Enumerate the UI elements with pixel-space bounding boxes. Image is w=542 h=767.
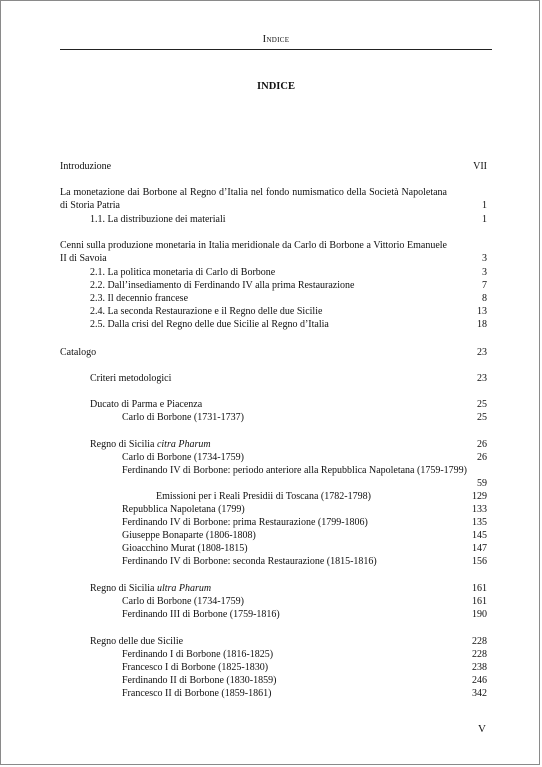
toc-entry-text: Regno di Sicilia ultra Pharum [90,583,212,594]
toc-entry-text: 1.1. La distribuzione dei materiali [90,214,226,225]
toc-entry-ferdinando-iv-anteriore[interactable] [122,464,487,489]
toc-entry-text: Cenni sulla produzione monetaria in Italia meridionale da Carlo di Borbone a Vittorio Emanuele II di Savoia [60,240,447,264]
toc-entry-page: 228 [472,649,487,660]
toc-entry-2-5[interactable] [90,318,487,331]
toc-entry-text: Introduzione [60,161,112,172]
toc-entry-text: Ferdinando IV di Borbone: seconda Restaurazione (1815-1816) [122,556,377,567]
toc-entry-page: 161 [472,596,487,607]
toc-entry-page: 23 [477,347,487,358]
toc-entry-carlo-citra[interactable] [122,451,487,464]
toc-entry-text: Ferdinando III di Borbone (1759-1816) [122,609,280,620]
toc-entry-chapter-2[interactable] [60,239,487,265]
toc-entry-page: 3 [482,267,487,278]
toc-entry-text: Ferdinando I di Borbone (1816-1825) [122,649,274,660]
toc-entry-text: 2.1. La politica monetaria di Carlo di Borbone [90,267,276,278]
page-number: V [478,723,486,735]
toc-entry-text: Gioacchino Murat (1808-1815) [122,543,248,554]
toc-entry-page: 8 [482,293,487,304]
toc-entry-ferdinando-ii[interactable] [122,674,487,687]
toc-entry-text: Regno delle due Sicilie [90,636,184,647]
toc-entry-text: La monetazione dai Borbone al Regno d’Italia nel fondo numismatico della Società Napoletana di Storia Patria [60,187,447,211]
toc-entry-text: Emissioni per i Reali Presidii di Toscana (1782-1798) [156,491,371,502]
toc-entry-introduzione[interactable] [60,160,487,173]
toc-entry-page: 59 [477,478,487,489]
toc-entry-text: Francesco I di Borbone (1825-1830) [122,662,269,673]
toc-entry-text: Ferdinando II di Borbone (1830-1859) [122,675,277,686]
toc-entry-text: 2.2. Dall’insediamento di Ferdinando IV alla prima Restaurazione [90,280,355,291]
toc-entry-2-3[interactable] [90,292,487,305]
toc-entry-page: 228 [472,636,487,647]
toc-entry-page: 147 [472,543,487,554]
toc-entry-page: 238 [472,662,487,673]
toc-entry-page: 133 [472,504,487,515]
toc-entry-page: 246 [472,675,487,686]
toc-entry-1-1[interactable] [90,213,487,226]
toc-entry-carlo-ultra[interactable] [122,595,487,608]
toc-entry-ferdinando-i[interactable] [122,648,487,661]
toc-entry-ferdinando-iv-prima[interactable] [122,516,487,529]
toc-entry-page: 18 [477,319,487,330]
toc-entry-2-2[interactable] [90,279,487,292]
toc-entry-giuseppe[interactable] [122,529,487,542]
running-head: Indice [262,34,290,45]
toc-entry-presidii[interactable] [156,490,487,503]
toc-entry-page: 145 [472,530,487,541]
toc-entry-text: 2.5. Dalla crisi del Regno delle due Sicilie al Regno d’Italia [90,319,329,330]
toc-entry-repubblica[interactable] [122,503,487,516]
toc-entry-page: 3 [482,253,487,264]
toc-entry-murat[interactable] [122,542,487,555]
toc-entry-page: 26 [477,439,487,450]
toc-entry-2-4[interactable] [90,305,487,318]
toc-entry-criteri[interactable] [90,372,487,385]
toc-entry-ultra-pharum[interactable] [90,582,487,595]
toc-entry-2-1[interactable] [90,266,487,279]
toc-entry-text: 2.3. Il decennio francese [90,293,189,304]
toc-entry-text: Regno di Sicilia citra Pharum [90,439,211,450]
toc-entry-text: Carlo di Borbone (1731-1737) [122,412,244,423]
toc-entry-page: 13 [477,306,487,317]
toc-entry-page: 190 [472,609,487,620]
toc-entry-text: Repubblica Napoletana (1799) [122,504,245,515]
toc-entry-page: 156 [472,556,487,567]
toc-entry-page: 25 [477,399,487,410]
toc-entry-text: Ferdinando IV di Borbone: periodo anteriore alla Repubblica Napoletana (1759-1799) [122,465,467,476]
toc-entry-page: 7 [482,280,487,291]
toc-entry-page: VII [473,161,487,172]
toc-entry-page: 342 [472,688,487,699]
toc-entry-text: Francesco II di Borbone (1859-1861) [122,688,272,699]
toc-entry-due-sicilie[interactable] [90,635,487,648]
toc-entry-text: Catalogo [60,347,97,358]
toc-entry-text: Criteri metodologici [90,373,172,384]
toc-entry-text: Giuseppe Bonaparte (1806-1808) [122,530,256,541]
toc-entry-text: Carlo di Borbone (1734-1759) [122,596,244,607]
toc-entry-text: Ferdinando IV di Borbone: prima Restaurazione (1799-1806) [122,517,368,528]
toc-entry-text: Ducato di Parma e Piacenza [90,399,203,410]
toc-entry-page: 161 [472,583,487,594]
toc-entry-citra-pharum[interactable] [90,438,487,451]
toc-entry-ducato-parma[interactable] [90,398,487,411]
header-rule [60,49,492,50]
toc-entry-carlo-parma[interactable] [122,411,487,424]
toc-entry-catalogo[interactable] [60,346,487,359]
toc-entry-ferdinando-iv-seconda[interactable] [122,555,487,568]
toc-entry-text: 2.4. La seconda Restaurazione e il Regno delle due Sicilie [90,306,323,317]
page-title: INDICE [257,81,295,92]
toc-entry-page: 23 [477,373,487,384]
toc-entry-page: 1 [482,214,487,225]
toc-entry-page: 26 [477,452,487,463]
toc-entry-francesco-ii[interactable] [122,687,487,700]
toc-entry-page: 135 [472,517,487,528]
toc-entry-text: Carlo di Borbone (1734-1759) [122,452,244,463]
toc-entry-page: 129 [472,491,487,502]
toc-entry-ferdinando-iii[interactable] [122,608,487,621]
toc-entry-francesco-i[interactable] [122,661,487,674]
toc-entry-chapter-1[interactable] [60,186,487,212]
toc-entry-page: 25 [477,412,487,423]
toc-entry-page: 1 [482,200,487,211]
